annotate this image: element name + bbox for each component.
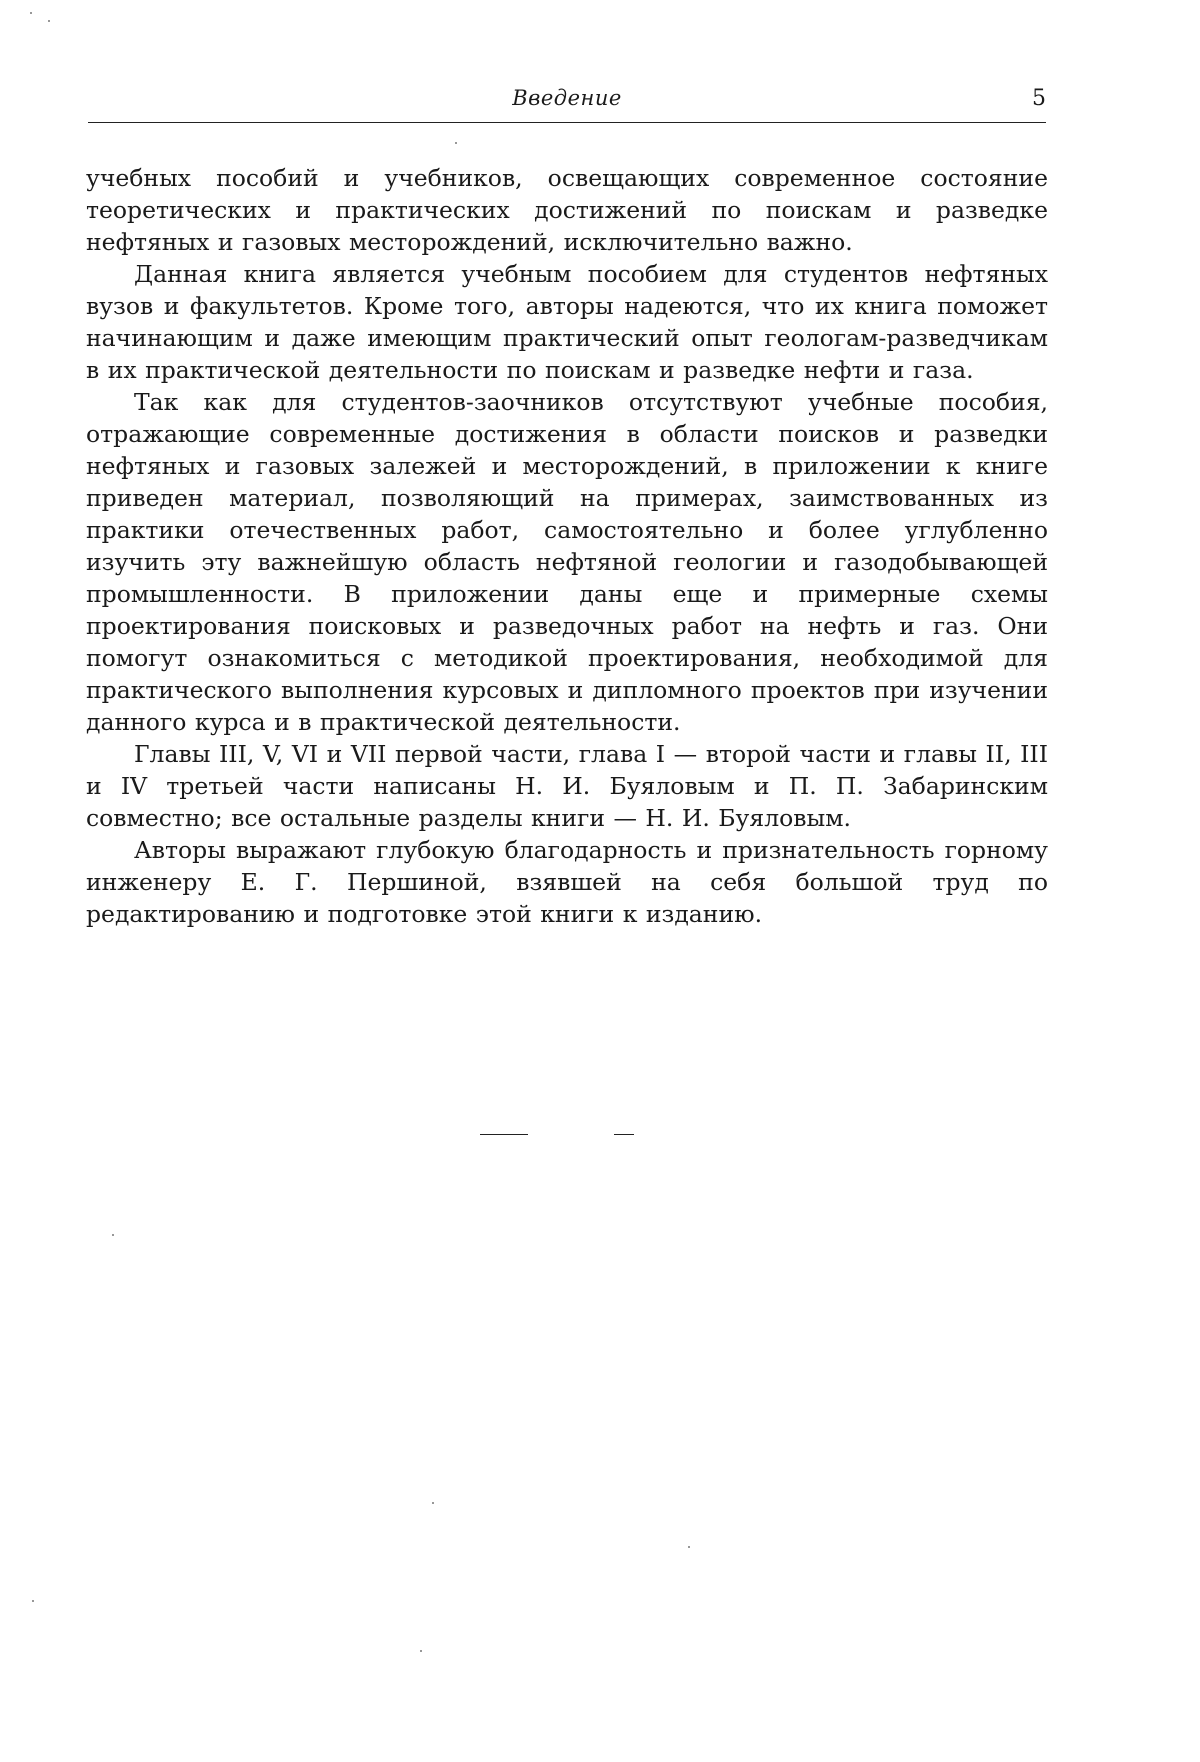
running-title: Введение bbox=[512, 86, 622, 110]
page-number: 5 bbox=[1032, 86, 1046, 111]
scan-speck bbox=[420, 1650, 422, 1652]
section-end-mark bbox=[480, 1134, 640, 1138]
scan-speck bbox=[112, 1234, 114, 1236]
scan-speck bbox=[432, 1502, 434, 1504]
running-header bbox=[88, 86, 1046, 116]
paragraph-5: Авторы выражают глубокую благодарность и признательность горному инженеру Е. Г. Першиной, взявшей на себя большой труд по редактированию и подготовке этой книги к изданию. bbox=[86, 836, 1048, 928]
scan-speck bbox=[455, 142, 457, 144]
paragraph-4: Главы III, V, VI и VII первой части, глава I — второй части и главы II, III и IV третьей части написаны Н. И. Буяловым и П. П. Забаринским совместно; все остальные разделы книги — Н. И. Буяловым. bbox=[86, 740, 1048, 832]
end-dash-long bbox=[480, 1134, 528, 1135]
scan-speck bbox=[48, 20, 50, 22]
scan-speck bbox=[32, 1600, 34, 1602]
body-text bbox=[86, 162, 1048, 930]
paragraph-2: Данная книга является учебным пособием для студентов нефтяных вузов и факультетов. Кроме того, авторы надеются, что их книга поможет начинающим и даже имеющим практический опыт геологам-разведчикам в их практической деятельности по поискам и разведке нефти и газа. bbox=[86, 260, 1048, 384]
scan-speck bbox=[688, 1546, 690, 1548]
paragraph-3: Так как для студентов-заочников отсутствуют учебные пособия, отражающие современные достижения в области поисков и разведки нефтяных и газовых залежей и месторождений, в приложении к книге приведен материал, позволяющий на примерах, заимствованных из практики отечественных работ, самостоятельно и более углубленно изучить эту важнейшую область нефтяной геологии и газодобывающей промышленности. В приложении даны еще и примерные схемы проектирования поисковых и разведочных работ на нефть и газ. Они помогут ознакомиться с методикой проектирования, необходимой для практического выполнения курсовых и дипломного проектов при изучении данного курса и в практической деятельности. bbox=[86, 388, 1048, 736]
paragraph-1: учебных пособий и учебников, освещающих современное состояние теоретических и практических достижений по поискам и разведке нефтяных и газовых месторождений, исключительно важно. bbox=[86, 164, 1048, 256]
header-rule bbox=[88, 122, 1046, 123]
scan-speck bbox=[30, 12, 32, 14]
end-dash-short bbox=[614, 1134, 634, 1135]
